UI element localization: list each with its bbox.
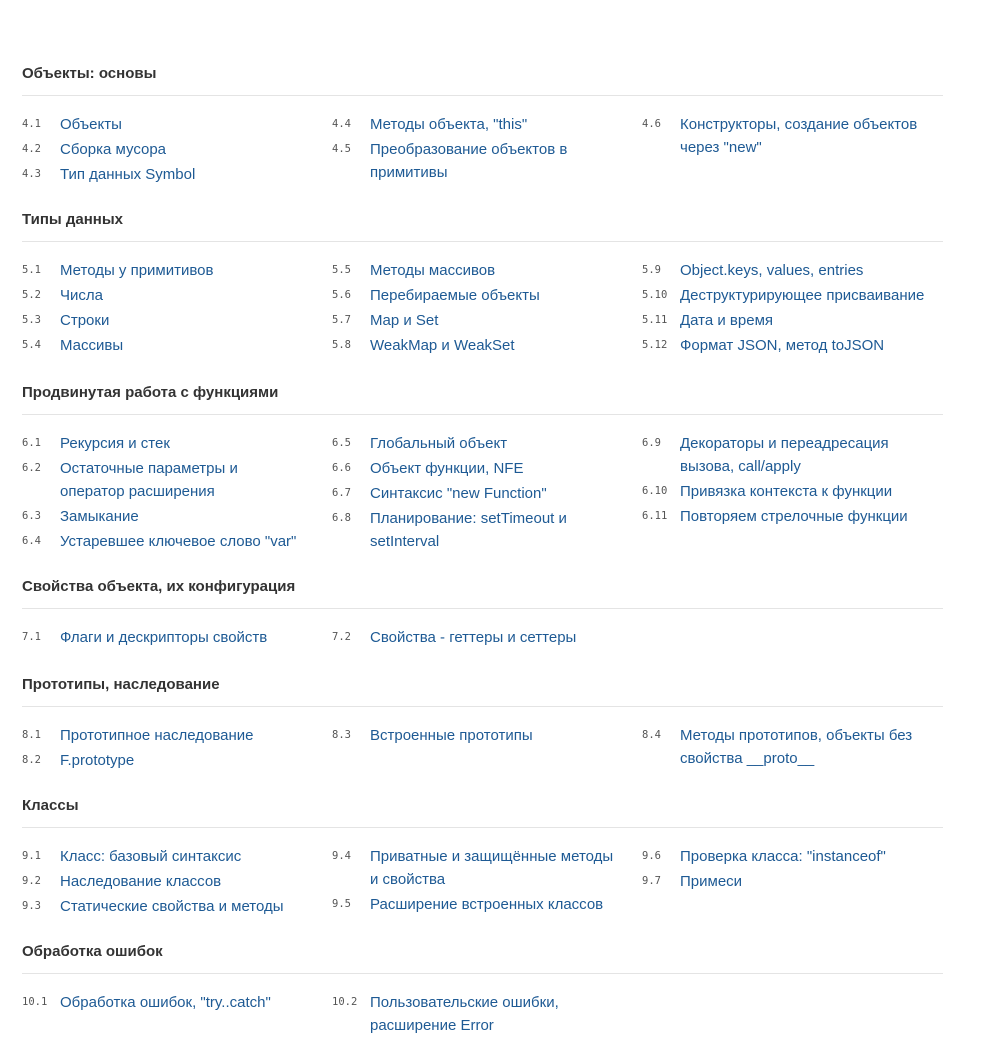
toc-item: [332, 334, 615, 359]
toc-section: [22, 62, 943, 183]
chapter-number: 5.12: [642, 339, 668, 351]
section-columns: [22, 96, 943, 183]
chapter-link[interactable]: Object.keys, values, entries: [680, 262, 864, 279]
toc-item: [642, 284, 943, 309]
chapter-number: 5.5: [332, 264, 351, 276]
toc-section: [22, 208, 943, 354]
chapter-link[interactable]: Примеси: [680, 873, 743, 890]
toc-column: [22, 113, 305, 188]
toc-item: [332, 482, 615, 507]
toc-item: [22, 334, 305, 359]
toc-column: [332, 432, 615, 555]
chapter-link[interactable]: Остаточные параметры и оператор расширения: [60, 460, 238, 500]
toc-item: [332, 309, 615, 334]
chapter-link[interactable]: F.prototype: [60, 752, 135, 769]
toc-item: [22, 626, 305, 651]
chapter-link[interactable]: Преобразование объектов в примитивы: [370, 141, 568, 181]
chapter-link[interactable]: Приватные и защищённые методы и свойства: [370, 848, 614, 888]
section-title: Типы данных: [22, 211, 123, 228]
chapter-number: 9.3: [22, 900, 41, 912]
chapter-link[interactable]: Методы объекта, "this": [370, 116, 528, 133]
toc-item: [22, 284, 305, 309]
toc-column: [332, 724, 615, 749]
chapter-number: 6.9: [642, 437, 661, 449]
chapter-number: 4.1: [22, 118, 41, 130]
chapter-link[interactable]: Строки: [60, 312, 110, 329]
chapter-link[interactable]: Деструктурирующее присваивание: [680, 287, 925, 304]
chapter-number: 9.7: [642, 875, 661, 887]
chapter-link[interactable]: Планирование: setTimeout и setInterval: [370, 510, 567, 550]
section-title: Продвинутая работа с функциями: [22, 384, 279, 401]
toc-item: [22, 163, 305, 188]
chapter-number: 5.6: [332, 289, 351, 301]
toc-item: [22, 724, 305, 749]
section-title: Обработка ошибок: [22, 943, 163, 960]
toc-item: [22, 457, 305, 505]
chapter-link[interactable]: Замыкание: [60, 508, 139, 525]
toc-item: [642, 845, 943, 870]
chapter-link[interactable]: Объект функции, NFE: [370, 460, 524, 477]
toc-column: [22, 259, 305, 359]
chapter-link[interactable]: Числа: [60, 287, 103, 304]
toc-column: [332, 259, 615, 359]
chapter-link[interactable]: Методы массивов: [370, 262, 496, 279]
chapter-link[interactable]: Расширение встроенных классов: [370, 896, 604, 913]
chapter-number: 6.2: [22, 462, 41, 474]
toc-column: [22, 626, 305, 651]
toc-section: [22, 381, 943, 550]
chapter-link[interactable]: Класс: базовый синтаксис: [60, 848, 242, 865]
chapter-link[interactable]: Встроенные прототипы: [370, 727, 533, 744]
chapter-link[interactable]: Глобальный объект: [370, 435, 508, 452]
chapter-link[interactable]: Перебираемые объекты: [370, 287, 540, 304]
chapter-link[interactable]: Сборка мусора: [60, 141, 167, 158]
toc-item: [22, 309, 305, 334]
section-columns: [22, 974, 943, 1034]
chapter-number: 5.11: [642, 314, 668, 326]
section-columns: [22, 707, 943, 769]
toc-item: [642, 480, 943, 505]
chapter-link[interactable]: Флаги и дескрипторы свойств: [60, 629, 268, 646]
toc-item: [22, 749, 305, 774]
chapter-link[interactable]: Методы у примитивов: [60, 262, 214, 279]
toc-item: [22, 432, 305, 457]
chapter-link[interactable]: Рекурсия и стек: [60, 435, 170, 452]
chapter-link[interactable]: Формат JSON, метод toJSON: [680, 337, 885, 354]
chapter-link[interactable]: Синтаксис "new Function": [370, 485, 547, 502]
chapter-link[interactable]: Конструкторы, создание объектов через "new": [680, 116, 918, 156]
chapter-number: 6.10: [642, 485, 668, 497]
toc-item: [22, 870, 305, 895]
chapter-link[interactable]: Устаревшее ключевое слово "var": [60, 533, 297, 550]
chapter-number: 6.8: [332, 512, 351, 524]
chapter-number: 5.1: [22, 264, 41, 276]
toc-item: [22, 259, 305, 284]
toc-column: [642, 113, 943, 161]
chapter-number: 8.2: [22, 754, 41, 766]
toc-item: [642, 334, 943, 359]
chapter-number: 8.3: [332, 729, 351, 741]
chapter-link[interactable]: Декораторы и переадресация вызова, call/apply: [680, 435, 889, 475]
chapter-link[interactable]: WeakMap и WeakSet: [370, 337, 515, 354]
toc-item: [642, 505, 943, 530]
toc-item: [642, 309, 943, 334]
chapter-number: 4.6: [642, 118, 661, 130]
chapter-number: 5.4: [22, 339, 41, 351]
chapter-number: 5.8: [332, 339, 351, 351]
chapter-number: 6.3: [22, 510, 41, 522]
chapter-number: 9.1: [22, 850, 41, 862]
section-columns: [22, 609, 943, 646]
chapter-number: 7.1: [22, 631, 41, 643]
chapter-number: 4.3: [22, 168, 41, 180]
toc-column: [332, 113, 615, 186]
chapter-number: 6.7: [332, 487, 351, 499]
chapter-link[interactable]: Привязка контекста к функции: [680, 483, 893, 500]
toc-item: [332, 845, 615, 893]
section-columns: [22, 828, 943, 915]
toc-item: [22, 113, 305, 138]
chapter-number: 4.5: [332, 143, 351, 155]
toc-item: [22, 505, 305, 530]
chapter-number: 5.7: [332, 314, 351, 326]
toc-item: [642, 113, 943, 161]
toc-column: [642, 259, 943, 359]
chapter-number: 6.1: [22, 437, 41, 449]
chapter-number: 8.1: [22, 729, 41, 741]
chapter-number: 9.4: [332, 850, 351, 862]
toc-item: [332, 457, 615, 482]
chapter-link[interactable]: Пользовательские ошибки, расширение Error: [370, 994, 559, 1034]
chapter-number: 6.11: [642, 510, 668, 522]
toc-item: [22, 895, 305, 920]
toc-section: [22, 575, 943, 646]
section-title: Объекты: основы: [22, 65, 157, 82]
toc-column: [22, 432, 305, 555]
chapter-link[interactable]: Объекты: [60, 116, 122, 133]
chapter-link[interactable]: Массивы: [60, 337, 124, 354]
toc-item: [22, 530, 305, 555]
toc-item: [332, 259, 615, 284]
toc-item: [332, 284, 615, 309]
chapter-link[interactable]: Свойства - геттеры и сеттеры: [370, 629, 577, 646]
toc-item: [332, 432, 615, 457]
chapter-link[interactable]: Прототипное наследование: [60, 727, 254, 744]
toc-column: [22, 845, 305, 920]
toc-item: [332, 138, 615, 186]
toc-column: [332, 845, 615, 918]
chapter-link[interactable]: Наследование классов: [60, 873, 222, 890]
toc-item: [642, 259, 943, 284]
chapter-number: 5.3: [22, 314, 41, 326]
section-columns: [22, 242, 943, 354]
toc-item: [332, 507, 615, 555]
toc-item: [332, 724, 615, 749]
toc-column: [332, 626, 615, 651]
toc-column: [642, 432, 943, 530]
toc-section: [22, 940, 943, 1034]
chapter-number: 4.4: [332, 118, 351, 130]
toc-column: [22, 991, 305, 1016]
toc-column: [22, 724, 305, 774]
section-title: Классы: [22, 797, 79, 814]
toc-item: [22, 845, 305, 870]
toc-item: [332, 991, 615, 1039]
chapter-number: 4.2: [22, 143, 41, 155]
chapter-link[interactable]: Map и Set: [370, 312, 439, 329]
chapter-number: 9.5: [332, 898, 351, 910]
chapter-number: 5.10: [642, 289, 668, 301]
chapter-link[interactable]: Повторяем стрелочные функции: [680, 508, 908, 525]
toc-column: [642, 724, 943, 772]
toc-column: [332, 991, 615, 1039]
toc-item: [642, 724, 943, 772]
toc-item: [332, 113, 615, 138]
section-title: Прототипы, наследование: [22, 676, 220, 693]
chapter-number: 6.5: [332, 437, 351, 449]
section-title: Свойства объекта, их конфигурация: [22, 578, 296, 595]
chapter-number: 9.2: [22, 875, 41, 887]
chapter-link[interactable]: Проверка класса: "instanceof": [680, 848, 886, 865]
chapter-number: 10.1: [22, 996, 48, 1008]
chapter-link[interactable]: Статические свойства и методы: [60, 898, 284, 915]
toc-item: [642, 432, 943, 480]
chapter-number: 7.2: [332, 631, 351, 643]
chapter-link[interactable]: Обработка ошибок, "try..catch": [60, 994, 271, 1011]
chapter-number: 9.6: [642, 850, 661, 862]
chapter-link[interactable]: Тип данных Symbol: [60, 166, 196, 183]
chapter-number: 5.2: [22, 289, 41, 301]
toc-item: [332, 626, 615, 651]
toc-item: [332, 893, 615, 918]
toc-item: [22, 138, 305, 163]
toc-item: [22, 991, 305, 1016]
toc-column: [642, 845, 943, 895]
chapter-number: 6.4: [22, 535, 41, 547]
chapter-number: 5.9: [642, 264, 661, 276]
toc-section: [22, 794, 943, 915]
toc-item: [642, 870, 943, 895]
chapter-link[interactable]: Дата и время: [680, 312, 774, 329]
section-columns: [22, 415, 943, 550]
chapter-link[interactable]: Методы прототипов, объекты без свойства __proto__: [680, 727, 913, 767]
chapter-number: 10.2: [332, 996, 358, 1008]
toc-section: [22, 673, 943, 769]
chapter-number: 6.6: [332, 462, 351, 474]
chapter-number: 8.4: [642, 729, 661, 741]
